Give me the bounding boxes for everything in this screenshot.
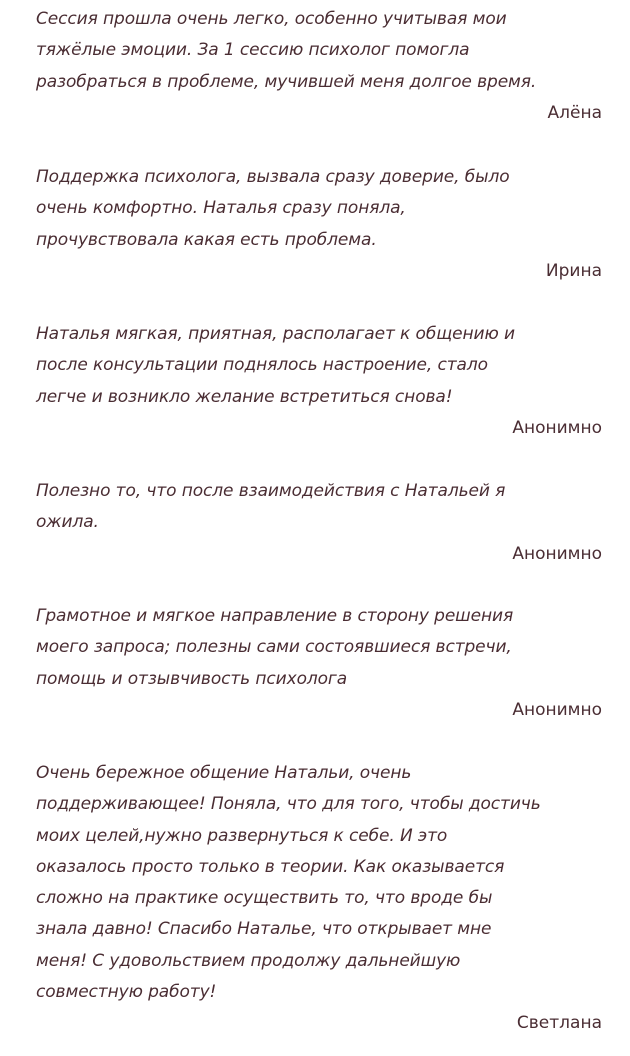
review-text: Очень бережное общение Натальи, очень поддерживающее! Поняла, что для того, чтобы достичь моих целей,нужно развернуться к себе. И это оказалось просто только в теории. Как оказывается сложно на практике осуществить то, что вроде бы знала давно! Спасибо Наталье, что открывает мне меня! С удовольствием продолжу дальнейшую совместную работу! [36, 763, 541, 1003]
review-author: Ирина [545, 260, 602, 281]
review-item [36, 601, 602, 726]
review-text: Грамотное и мягкое направление в сторону решения моего запроса; полезны сами состоявшиеся встречи, помощь и отзывчивость психолога [36, 606, 514, 689]
review-author: Анонимно [512, 543, 602, 564]
review-author: Анонимно [512, 417, 602, 438]
review-item [36, 162, 602, 287]
review-text: Наталья мягкая, приятная, располагает к общению и после консультации поднялось настроение, стало легче и возникло желание встретиться снова! [36, 324, 515, 407]
review-author: Светлана [516, 1013, 602, 1034]
review-author: Анонимно [512, 699, 602, 720]
review-text: Полезно то, что после взаимодействия с Натальей я ожила. [36, 481, 506, 533]
review-item [36, 758, 602, 1040]
review-text: Сессия прошла очень легко, особенно учитывая мои тяжёлые эмоции. За 1 сессию психолог помогла разобраться в проблеме, мучившей меня долгое время. [36, 9, 537, 92]
review-item [36, 319, 602, 444]
review-item [36, 476, 602, 570]
review-item [36, 4, 602, 129]
review-text: Поддержка психолога, вызвала сразу доверие, было очень комфортно. Наталья сразу поняла, прочувствовала какая есть проблема. [36, 167, 510, 250]
review-author: Алёна [547, 102, 602, 123]
